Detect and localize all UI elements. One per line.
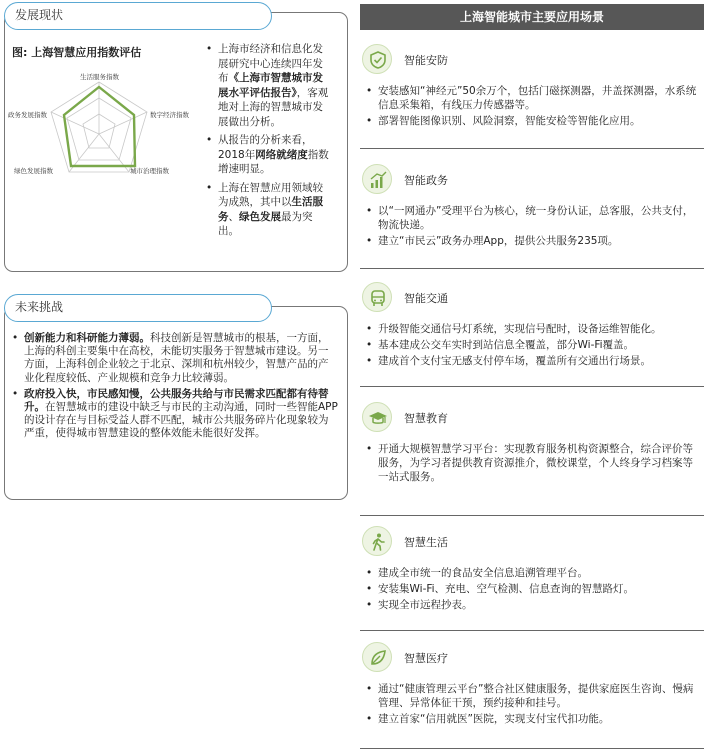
- list-item: • 以“一网通办”受理平台为核心，统一身份认证，总客服，公共支付，物流快递。: [366, 204, 702, 232]
- challenge-tab-label: 未来挑战: [15, 300, 64, 314]
- section-items: [366, 442, 702, 486]
- radar-axis-label: 数字经济指数: [150, 111, 189, 119]
- section-divider: [360, 515, 704, 516]
- section-divider: [360, 268, 704, 269]
- radar-axis-label: 城市治理指数: [130, 167, 169, 175]
- radar-axis-label: 政务发展指数: [8, 111, 47, 119]
- section-traffic: [360, 282, 704, 392]
- section-education: [360, 402, 704, 512]
- section-title: 智能交通: [404, 292, 448, 305]
- list-item: • 安装感知“神经元”50余万个，包括门磁探测器，井盖探测器，水系统信息采集箱，有线压力传感器等。: [366, 84, 702, 112]
- challenge-bullets: [12, 332, 338, 441]
- section-government: [360, 164, 704, 264]
- list-item: • 部署智能图像识别、风险洞察，智能安检等智能化应用。: [366, 114, 702, 128]
- radar-chart: [8, 60, 202, 185]
- section-items: [366, 566, 702, 614]
- radar-series-line: [64, 87, 135, 166]
- status-bullet: • 上海市经济和信息化发展研究中心连续四年发布《上海市智慧城市发展水平评估报告》，客观地对上海的智慧城市发展做出分析。: [206, 42, 332, 129]
- section-title: 智慧医疗: [404, 652, 448, 665]
- section-medical: [360, 642, 704, 748]
- scenarios-header: 上海智能城市主要应用场景: [360, 4, 704, 30]
- section-security: [360, 44, 704, 144]
- list-item: • 实现全市远程抄表。: [366, 598, 702, 612]
- challenge-bullet: • 政府投入快，市民感知慢，公共服务共给与市民需求匹配都有待替升。在智慧城市的建设中缺乏与市民的主动沟通，同时一些智能APP的设计存在与目标受益人群不匹配，城市公共服务碎片化现象较为严重，使得城市智慧建设的整体效能未能很好发挥。: [12, 388, 338, 441]
- challenge-bullet: • 创新能力和科研能力薄弱。科技创新是智慧城市的根基，一方面，上海的科创主要集中在高校，未能切实服务于智慧城市建设。另一方面，上海科创企业较之于北京、深圳和杭州较少，智慧产品的产业化程度较低、产业规模和竞争力比较薄弱。: [12, 332, 338, 385]
- list-item: • 开通大规模智慧学习平台：实现教育服务机构资源整合，综合评价等服务，为学习者提供教育资源推介，微校课堂，个人终身学习档案等一站式服务。: [366, 442, 702, 484]
- list-item: • 建立“市民云”政务办理App，提供公共服务235项。: [366, 234, 702, 248]
- section-title: 智慧教育: [404, 412, 448, 425]
- status-tab: [4, 2, 272, 30]
- section-divider: [360, 630, 704, 631]
- section-divider: [360, 386, 704, 387]
- section-items: [366, 84, 702, 130]
- list-item: • 升级智能交通信号灯系统，实现信号配时，设备运维智能化。: [366, 322, 702, 336]
- section-items: [366, 322, 702, 370]
- status-tab-label: 发展现状: [15, 8, 64, 22]
- radar-title: 图: 上海智慧应用指数评估: [12, 46, 142, 59]
- list-item: • 建成全市统一的食品安全信息追溯管理平台。: [366, 566, 702, 580]
- leaf-icon: [362, 642, 392, 672]
- challenge-tab: [4, 294, 272, 322]
- section-title: 智能政务: [404, 174, 448, 187]
- section-items: [366, 682, 702, 728]
- status-bullet: • 上海在智慧应用领域较为成熟，其中以生活服务、绿色发展最为突出。: [206, 181, 332, 239]
- list-item: • 建成首个支付宝无感支付停车场，覆盖所有交通出行场景。: [366, 354, 702, 368]
- radar-axis-label: 绿色发展指数: [14, 167, 53, 175]
- section-title: 智能安防: [404, 54, 448, 67]
- list-item: • 安装集Wi-Fi、充电、空气检测、信息查询的智慧路灯。: [366, 582, 702, 596]
- graduation-cap-icon: [362, 402, 392, 432]
- section-life: [360, 526, 704, 626]
- list-item: • 建立首家“信用就医”医院，实现支付宝代扣功能。: [366, 712, 702, 726]
- bus-icon: [362, 282, 392, 312]
- radar-axis-label: 生活服务指数: [80, 73, 119, 81]
- section-title: 智慧生活: [404, 536, 448, 549]
- section-items: [366, 204, 702, 250]
- walking-person-icon: [362, 526, 392, 556]
- status-bullets: [206, 42, 332, 239]
- status-bullet: • 从报告的分析来看，2018年网络就绪度指数增速明显。: [206, 133, 332, 177]
- section-divider: [360, 148, 704, 149]
- shield-check-icon: [362, 44, 392, 74]
- section-divider: [360, 748, 704, 749]
- list-item: • 通过“健康管理云平台”整合社区健康服务，提供家庭医生咨询、慢病管理、异常体征干预，预约接种和挂号。: [366, 682, 702, 710]
- bar-chart-growth-icon: [362, 164, 392, 194]
- list-item: • 基本建成公交车实时到站信息全覆盖，部分Wi-Fi覆盖。: [366, 338, 702, 352]
